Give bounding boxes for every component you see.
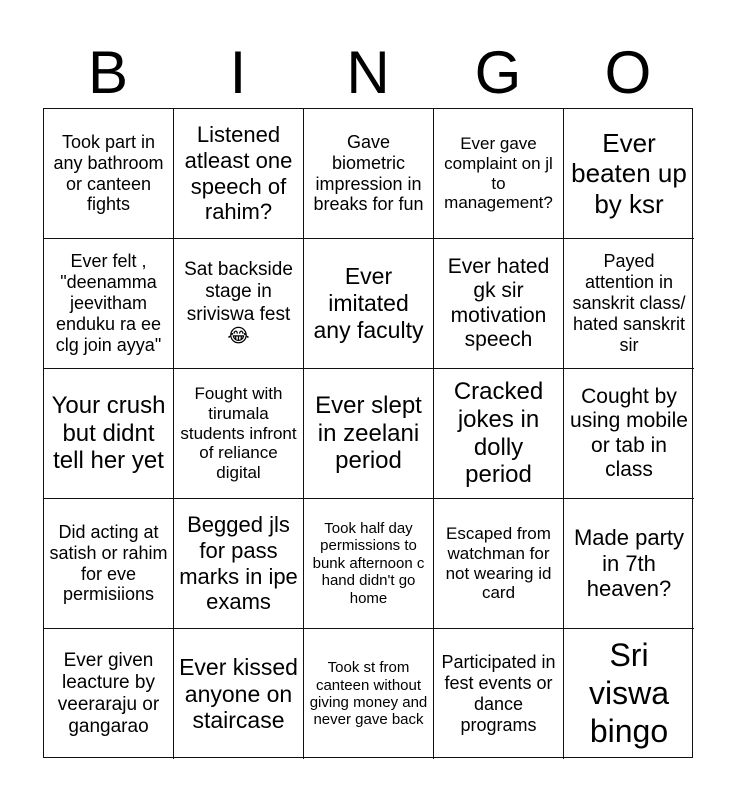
bingo-cell-text: Gave biometric impression in breaks for fun [313,131,424,215]
header-letter-b: B [87,39,129,106]
bingo-cell[interactable] [564,369,694,499]
bingo-cell-text: Took st from canteen without giving money and never gave back [309,659,428,729]
header-letter-o: O [604,39,652,106]
bingo-cell-text: Took part in any bathroom or canteen fights [53,131,164,215]
bingo-cell[interactable] [434,109,564,239]
bingo-cell-text: Ever kissed anyone on staircase [179,653,298,734]
bingo-cell-text: Listened atleast one speech of rahim? [184,122,293,225]
bingo-cell-text: Ever slept in zeelani period [315,391,422,475]
bingo-cell[interactable] [304,109,434,239]
bingo-cell[interactable] [304,629,434,759]
bingo-cell-text: Ever felt , "deenamma jeevitham enduku ra ee clg join ayya" [55,251,162,355]
bingo-cell-text: Escaped from watchman for not wearing id card [445,524,552,603]
bingo-cell[interactable] [174,369,304,499]
bingo-cell[interactable] [44,109,174,239]
bingo-cell-text: Took half day permissions to bunk afternoon c hand didn't go home [312,520,425,607]
bingo-cell[interactable] [44,629,174,759]
bingo-cell[interactable] [564,629,694,759]
bingo-cell[interactable] [174,629,304,759]
bingo-cell[interactable] [564,239,694,369]
bingo-cell[interactable] [434,369,564,499]
bingo-cell[interactable] [564,499,694,629]
bingo-cell-text: Payed attention in sanskrit class/ hated sanskrit sir [572,251,686,355]
bingo-cell-text: Sri viswa bingo [588,637,669,749]
bingo-cell-text: Cracked jokes in dolly period [453,377,544,489]
bingo-cell[interactable] [304,369,434,499]
bingo-cell-text: Your crush but didnt tell her yet [51,391,166,475]
bingo-cell[interactable] [44,369,174,499]
bingo-header [43,38,693,108]
bingo-cell-text: Cought by using mobile or tab in class [570,384,688,481]
header-letter-n: N [346,39,390,106]
bingo-cell[interactable] [434,239,564,369]
bingo-cell[interactable] [174,499,304,629]
bingo-cell[interactable] [44,499,174,629]
bingo-cell[interactable] [304,239,434,369]
bingo-cell-text: Did acting at satish or rahim for eve permisiions [49,521,168,605]
header-letter-g: G [474,39,522,106]
bingo-board [43,108,693,758]
bingo-cell-text: Ever beaten up by ksr [571,128,687,219]
header-letter-i: I [229,39,247,106]
bingo-cell-text: Fought with tirumala students infront of reliance digital [180,384,297,483]
bingo-cell-text: Sat backside stage in sriviswa fest 😂 [184,259,293,347]
bingo-cell[interactable] [564,109,694,239]
bingo-cell[interactable] [434,499,564,629]
bingo-cell[interactable] [304,499,434,629]
bingo-cell-text: Ever gave complaint on jl to management? [444,134,553,213]
bingo-cell-text: Ever given leacture by veeraraju or gangarao [57,649,160,738]
bingo-cell-text: Ever imitated any faculty [313,263,424,343]
bingo-cell-text: Begged jls for pass marks in ipe exams [179,512,298,615]
bingo-cell[interactable] [174,239,304,369]
bingo-cell-text: Ever hated gk sir motivation speech [447,254,550,351]
bingo-cell[interactable] [174,109,304,239]
bingo-cell[interactable] [434,629,564,759]
bingo-cell[interactable] [44,239,174,369]
bingo-cell-text: Made party in 7th heaven? [573,525,685,602]
bingo-cell-text: Participated in fest events or dance programs [441,652,556,735]
